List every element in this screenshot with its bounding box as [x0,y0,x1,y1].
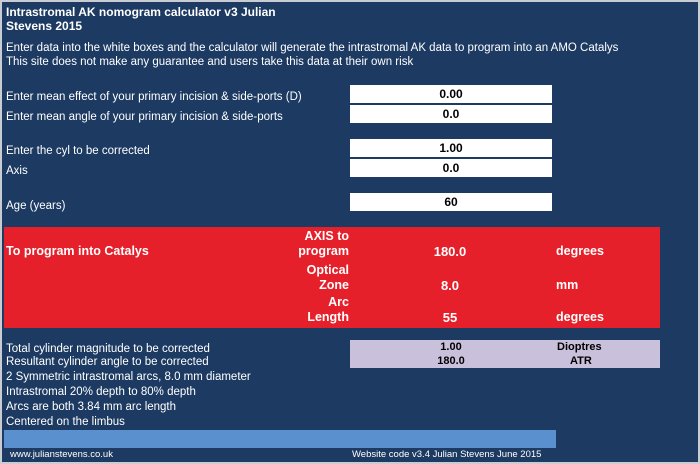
mean-angle-input[interactable]: 0.0 [350,105,552,123]
note-arc-length: Arcs are both 3.84 mm arc length [6,401,177,413]
arc-length-unit: degrees [556,310,604,324]
total-cyl-value: 1.00 [440,341,462,353]
axis-to-program-label-1: AXIS to [304,229,349,243]
optical-zone-label-1: Optical [306,263,349,277]
arc-length-label-2: Length [307,310,349,324]
axis-to-program-unit: degrees [556,244,604,258]
total-cyl-unit: Dioptres [557,341,602,353]
intro-line-2: This site does not make any guarantee and users take this data at their own risk [6,56,414,68]
axis-to-program-label-2: program [298,244,349,258]
mean-effect-label: Enter mean effect of your primary incision & side-ports (D) [6,91,302,103]
title-line-2: Stevens 2015 [6,19,83,33]
axis-input[interactable]: 0.0 [350,159,552,177]
mean-angle-label: Enter mean angle of your primary incision & side-ports [6,111,283,123]
optical-zone-value: 8.0 [440,278,460,293]
resultant-angle-unit: ATR [570,355,592,367]
age-label: Age (years) [6,200,66,212]
axis-label: Axis [6,165,28,177]
intro-line-1: Enter data into the white boxes and the calculator will generate the intrastromal AK data to program into an AMO Catalys [6,42,619,54]
cyl-label: Enter the cyl to be corrected [6,145,150,157]
note-centered: Centered on the limbus [6,416,125,428]
website-link[interactable]: www.julianstevens.co.uk [10,449,113,460]
resultant-angle-label: Resultant cylinder angle to be corrected [6,356,209,368]
age-input[interactable]: 60 [350,193,552,211]
total-cyl-label: Total cylinder magnitude to be corrected [6,343,210,355]
cyl-input[interactable]: 1.00 [350,139,552,157]
optical-zone-unit: mm [556,278,579,292]
resultant-angle-value: 180.0 [437,355,465,367]
arc-length-value: 55 [442,310,458,325]
optical-zone-label-2: Zone [319,278,349,292]
mean-effect-input[interactable]: 0.00 [350,85,552,103]
title-line-1: Intrastromal AK nomogram calculator v3 Julian [6,5,276,19]
status-bar [4,430,556,448]
website-code-note: Website code v3.4 Julian Stevens June 2015 [352,449,542,460]
axis-to-program-value: 180.0 [433,244,467,259]
calculator-panel [2,2,698,462]
program-heading: To program into Catalys [6,244,149,258]
note-depth: Intrastromal 20% depth to 80% depth [6,386,196,398]
arc-length-label-1: Arc [328,295,349,309]
note-arcs: 2 Symmetric intrastromal arcs, 8.0 mm diameter [6,371,251,383]
